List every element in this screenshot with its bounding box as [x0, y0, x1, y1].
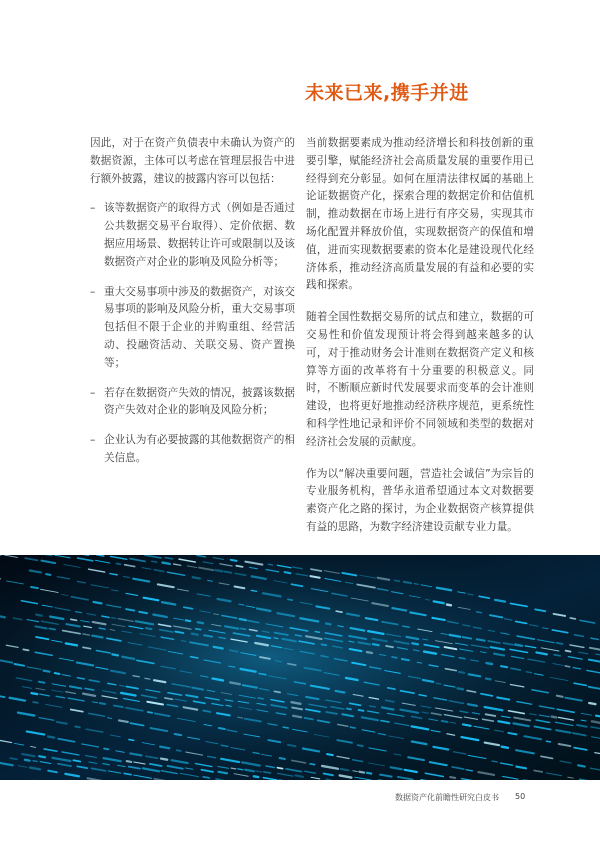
data-stream-segment: [241, 628, 246, 629]
data-stream-segment: [146, 628, 151, 629]
data-stream-segment: [486, 679, 490, 680]
left-column: [90, 135, 295, 480]
data-stream-segment: [219, 728, 225, 729]
data-stream-segment: [359, 710, 364, 711]
data-stream-segment: [231, 768, 236, 769]
data-stream-segment: [71, 619, 77, 620]
data-stream-segment: [326, 624, 330, 625]
data-stream-segment: [100, 703, 105, 704]
data-stream-segment: [73, 760, 80, 761]
data-stream-segment: [322, 644, 327, 645]
data-stream-segment: [526, 672, 531, 673]
data-stream-segment: [358, 745, 363, 746]
data-stream-segment: [554, 655, 560, 656]
data-stream-segment: [327, 754, 333, 755]
data-stream-segment: [129, 740, 134, 741]
data-stream-segment: [196, 629, 201, 630]
data-streams-image: [0, 555, 600, 780]
data-stream-segment: [589, 703, 595, 704]
data-stream-segment: [546, 741, 550, 742]
data-stream-segment: [33, 761, 37, 762]
data-stream-segment: [359, 772, 364, 773]
data-stream-segment: [442, 721, 448, 722]
data-stream-segment: [193, 577, 200, 578]
data-stream-segment: [75, 726, 80, 727]
data-stream-segment: [501, 666, 507, 667]
bullet-item: [90, 385, 295, 421]
data-stream-segment: [152, 561, 157, 562]
data-stream-segment: [288, 745, 295, 746]
data-stream-segment: [264, 772, 271, 773]
data-stream-segment: [0, 617, 5, 618]
data-stream-segment: [296, 775, 303, 776]
data-stream-segment: [280, 758, 285, 759]
data-stream-segment: [557, 696, 563, 697]
data-stream-segment: [570, 618, 575, 619]
data-stream-segment: [502, 747, 508, 748]
data-stream-segment: [436, 683, 440, 684]
data-stream-segment: [367, 773, 371, 774]
data-stream-segment: [315, 632, 319, 633]
data-stream-segment: [350, 727, 355, 728]
data-stream-segment: [477, 612, 482, 613]
data-stream-segment: [395, 580, 400, 581]
data-stream-segment: [463, 724, 471, 725]
data-stream-segment: [310, 764, 314, 765]
data-stream-segment: [32, 693, 38, 694]
data-stream-segment: [23, 649, 28, 650]
data-stream-segment: [44, 671, 50, 672]
bullet-text: 若存在数据资产失效的情况，披露该数据资产失效对企业的影响及风险分析；: [104, 386, 295, 417]
data-stream-segment: [48, 736, 54, 737]
data-stream-segment: [231, 560, 237, 561]
data-stream-segment: [238, 769, 243, 770]
section-title: 未来已来,携手并进: [305, 82, 469, 104]
data-stream-segment: [112, 618, 116, 619]
page-footer: [0, 790, 600, 806]
page-number: 50: [515, 792, 526, 801]
data-stream-segment: [274, 691, 280, 692]
body-paragraph: 随着全国性数据交易所的试点和建立，数据的可交易性和价值发现预计将会得到越来越多的认可，对于推动财务会计准则在数据资产定义和核算等方面的改革将有十分重要的积极意义。同时，不断顺应新时代发展要求而变革的会计准则建设，也将更好地推动经济秩序规范，更系统性和科学性地记录和评价不同领域和类型的数据对经济社会发展的贡献度。: [306, 311, 534, 448]
data-stream-segment: [457, 688, 463, 689]
data-stream-segment: [148, 712, 152, 713]
data-stream-segment: [186, 620, 190, 621]
data-stream-segment: [477, 639, 485, 640]
intro-paragraph: 因此，对于在资产负债表中未确认为资产的数据资源，主体可以考虑在管理层报告中进行额外披露，建议的披露内容可以包括：: [90, 137, 295, 185]
data-stream-segment: [161, 759, 167, 760]
data-stream-segment: [402, 659, 409, 660]
data-stream-segment: [240, 619, 247, 620]
data-stream-segment: [39, 682, 44, 683]
data-streams-graphic: [0, 555, 600, 780]
data-stream-segment: [486, 663, 492, 664]
bullet-marker: –: [90, 202, 96, 215]
data-stream-segment: [254, 776, 258, 777]
bullet-text: 重大交易事项中涉及的数据资产，对该交易事项的影响及风险分析，重大交易事项包括但不限于企业的并购重组、经营活动、投融资活动、关联交易、资产置换等；: [104, 285, 295, 369]
data-stream-segment: [373, 644, 379, 645]
data-stream-segment: [49, 628, 55, 629]
data-stream-segment: [326, 779, 330, 780]
data-stream-segment: [347, 709, 351, 710]
data-stream-segment: [367, 652, 372, 653]
body-paragraph: 当前数据要素成为推动经济增长和科技创新的重要引擎，赋能经济社会高质量发展的重要作用已经得到充分彰显。如何在厘清法律权属的基础上论证数据资产化，探索合理的数据定价和估值机制，推动数据在市场上进行有序交易，实现其市场化配置并释放价值，实现数据资产的保值和增值，进而实现数据要素的资本化是建设现代化经济体系，推动经济高质量发展的有益和必要的实践和探索。: [306, 137, 534, 292]
data-stream-segment: [295, 635, 301, 636]
data-stream-segment: [214, 647, 223, 649]
bullet-text: 该等数据资产的取得方式（例如是否通过公共数据交易平台取得）、定价依据、数据应用场景、数据转让许可或限制以及该数据资产对企业的影响及风险分析等；: [104, 202, 295, 268]
data-stream-segment: [112, 654, 118, 655]
data-stream-segment: [459, 658, 465, 659]
data-stream-segment: [181, 641, 186, 642]
data-stream-segment: [175, 734, 182, 735]
data-stream-segment: [468, 704, 477, 706]
data-stream-segment: [160, 747, 169, 749]
data-stream-segment: [293, 716, 301, 717]
data-stream-segment: [336, 611, 342, 612]
data-stream-segment: [55, 673, 60, 674]
bullet-text: 企业认为有必要披露的其他数据资产的相关信息。: [104, 434, 295, 464]
data-stream-segment: [39, 756, 45, 757]
data-stream-segment: [203, 711, 210, 712]
bullet-marker: –: [90, 285, 96, 298]
data-stream-segment: [392, 657, 397, 658]
data-stream-segment: [291, 702, 300, 704]
data-stream-segment: [127, 761, 131, 762]
data-stream-segment: [46, 574, 50, 575]
data-stream-segment: [459, 672, 464, 673]
data-stream-segment: [288, 599, 292, 600]
bullet-marker: –: [90, 434, 96, 447]
data-stream-segment: [216, 570, 223, 571]
data-stream-segment: [557, 643, 563, 644]
data-stream-segment: [104, 749, 108, 750]
data-stream-segment: [285, 572, 291, 573]
data-stream-segment: [33, 702, 38, 703]
right-column: [306, 135, 534, 551]
data-stream-segment: [25, 760, 30, 761]
data-stream-segment: [386, 646, 393, 647]
bullet-item: [90, 284, 295, 373]
data-stream-segment: [450, 777, 455, 778]
data-stream-segment: [277, 768, 282, 769]
data-stream-segment: [36, 615, 41, 616]
data-stream-segment: [116, 563, 120, 564]
data-stream-segment: [283, 727, 288, 728]
data-stream-segment: [192, 634, 198, 635]
data-stream-segment: [219, 772, 227, 774]
publication-title: 数据资产化前瞻性研究白皮书: [395, 793, 499, 802]
data-stream-segment: [258, 698, 263, 699]
data-stream-segment: [177, 750, 181, 751]
data-stream-segment: [31, 587, 38, 588]
data-stream-segment: [552, 717, 557, 718]
data-stream-segment: [198, 622, 203, 623]
data-stream-segment: [565, 666, 569, 667]
bullet-marker: –: [90, 386, 96, 399]
data-stream-segment: [236, 566, 242, 567]
data-stream-segment: [468, 594, 473, 595]
data-stream-segment: [139, 612, 147, 613]
data-stream-segment: [417, 662, 421, 663]
data-stream-segment: [566, 651, 571, 652]
data-stream-segment: [83, 634, 89, 635]
data-stream-segment: [268, 564, 272, 565]
data-stream-segment: [94, 602, 102, 603]
bullet-item: [90, 432, 295, 468]
data-stream-segment: [162, 563, 169, 564]
data-stream-segment: [274, 638, 278, 639]
data-stream-segment: [412, 643, 418, 644]
data-stream-segment: [245, 770, 253, 772]
data-stream-segment: [515, 645, 522, 646]
data-stream-segment: [578, 765, 585, 766]
bullet-item: [90, 200, 295, 271]
data-stream-segment: [447, 605, 451, 606]
data-stream-segment: [216, 779, 220, 780]
data-stream-segment: [203, 777, 209, 778]
body-paragraph: 作为以“解决重要问题，营造社会诚信”为宗旨的专业服务机构，普华永道希望通过本文对数据要素资产化之路的探讨，为企业数据资产核算提供有益的思路，为数字经济建设贡献专业力量。: [306, 467, 534, 533]
data-stream-segment: [336, 691, 345, 693]
data-stream-segment: [404, 582, 411, 583]
